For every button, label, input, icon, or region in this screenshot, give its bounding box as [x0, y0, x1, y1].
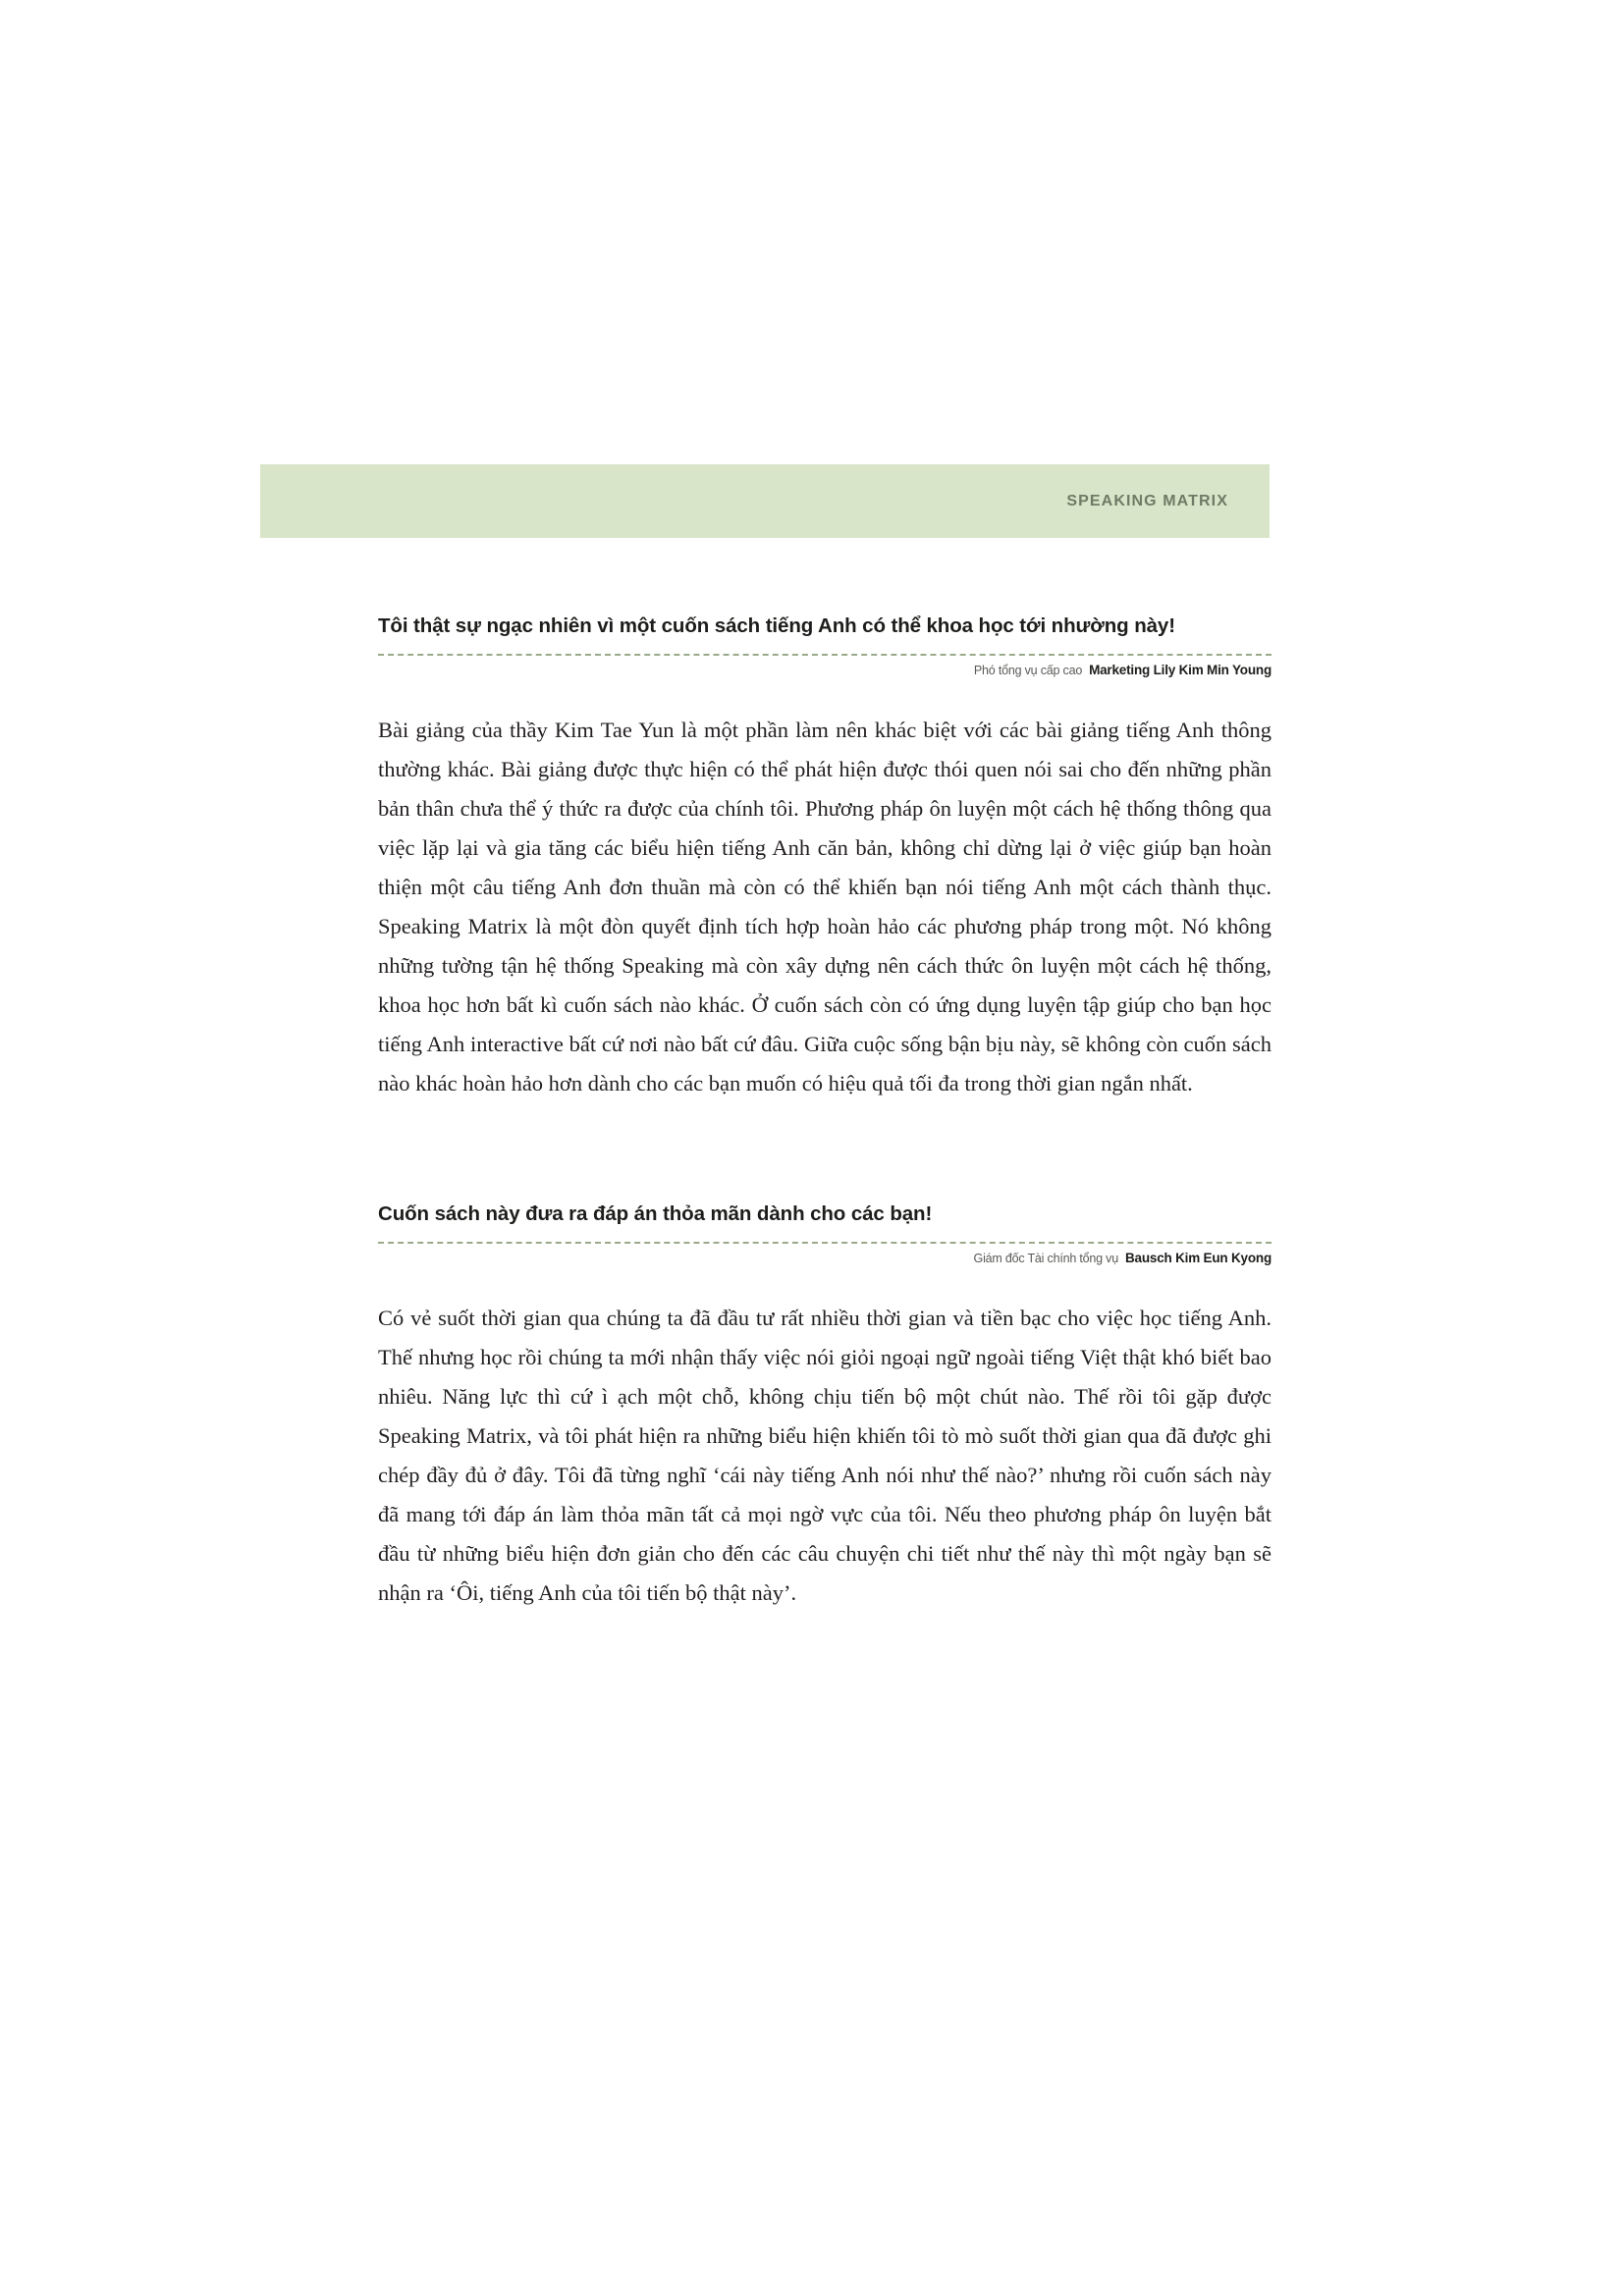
attribution-name: Marketing Lily Kim Min Young	[1089, 662, 1272, 677]
attribution-role: Phó tổng vụ cấp cao	[973, 663, 1083, 677]
testimonial-heading: Cuốn sách này đưa ra đáp án thỏa mãn dành cho các bạn!	[378, 1202, 933, 1226]
testimonial-attribution	[378, 663, 1272, 677]
dashed-divider	[378, 1242, 1272, 1244]
book-title-label: SPEAKING MATRIX	[1066, 492, 1228, 509]
testimonial-block	[378, 614, 1272, 1103]
dashed-divider	[378, 654, 1272, 656]
testimonial-body: Có vẻ suốt thời gian qua chúng ta đã đầu tư rất nhiều thời gian và tiền bạc cho việc học tiếng Anh. Thế nhưng học rồi chúng ta mới nhận thấy việc nói giỏi ngoại ngữ ngoài tiếng Việt thật khó biết bao nhiêu. Năng lực thì cứ ì ạch một chỗ, không chịu tiến bộ một chút nào. Thế rồi tôi gặp được Speaking Matrix, và tôi phát hiện ra những biểu hiện khiến tôi tò mò suốt thời gian qua đã được ghi chép đầy đủ ở đây. Tôi đã từng nghĩ ‘cái này tiếng Anh nói như thế nào?’ nhưng rồi cuốn sách này đã mang tới đáp án làm thỏa mãn tất cả mọi ngờ vực của tôi. Nếu theo phương pháp ôn luyện bắt đầu từ những biểu hiện đơn giản cho đến các câu chuyện chi tiết như thế này thì một ngày bạn sẽ nhận ra ‘Ôi, tiếng Anh của tôi tiến bộ thật này’.	[378, 1305, 1272, 1606]
attribution-role: Giám đốc Tài chính tổng vụ	[973, 1251, 1118, 1265]
page-header-band	[260, 464, 1270, 538]
testimonial-attribution	[378, 1251, 1272, 1265]
attribution-name: Bausch Kim Eun Kyong	[1124, 1250, 1272, 1265]
testimonial-block	[378, 1201, 1272, 1613]
testimonial-heading: Tôi thật sự ngạc nhiên vì một cuốn sách tiếng Anh có thể khoa học tới nhường này!	[378, 614, 1175, 637]
block-spacer	[378, 1160, 1272, 1201]
testimonial-body: Bài giảng của thầy Kim Tae Yun là một phần làm nên khác biệt với các bài giảng tiếng Anh thông thường khác. Bài giảng được thực hiện có thể phát hiện được thói quen nói sai cho đến những phần bản thân chưa thể ý thức ra được của chính tôi. Phương pháp ôn luyện một cách hệ thống thông qua việc lặp lại và gia tăng các biểu hiện tiếng Anh căn bản, không chỉ dừng lại ở việc giúp bạn hoàn thiện một câu tiếng Anh đơn thuần mà còn có thể khiến bạn nói tiếng Anh một cách thành thục. Speaking Matrix là một đòn quyết định tích hợp hoàn hảo các phương pháp trong một. Nó không những tường tận hệ thống Speaking mà còn xây dựng nên cách thức ôn luyện một cách hệ thống, khoa học hơn bất kì cuốn sách nào khác. Ở cuốn sách còn có ứng dụng luyện tập giúp cho bạn học tiếng Anh interactive bất cứ nơi nào bất cứ đâu. Giữa cuộc sống bận bịu này, sẽ không còn cuốn sách nào khác hoàn hảo hơn dành cho các bạn muốn có hiệu quả tối đa trong thời gian ngắn nhất.	[378, 717, 1272, 1096]
page-content	[378, 614, 1272, 1670]
